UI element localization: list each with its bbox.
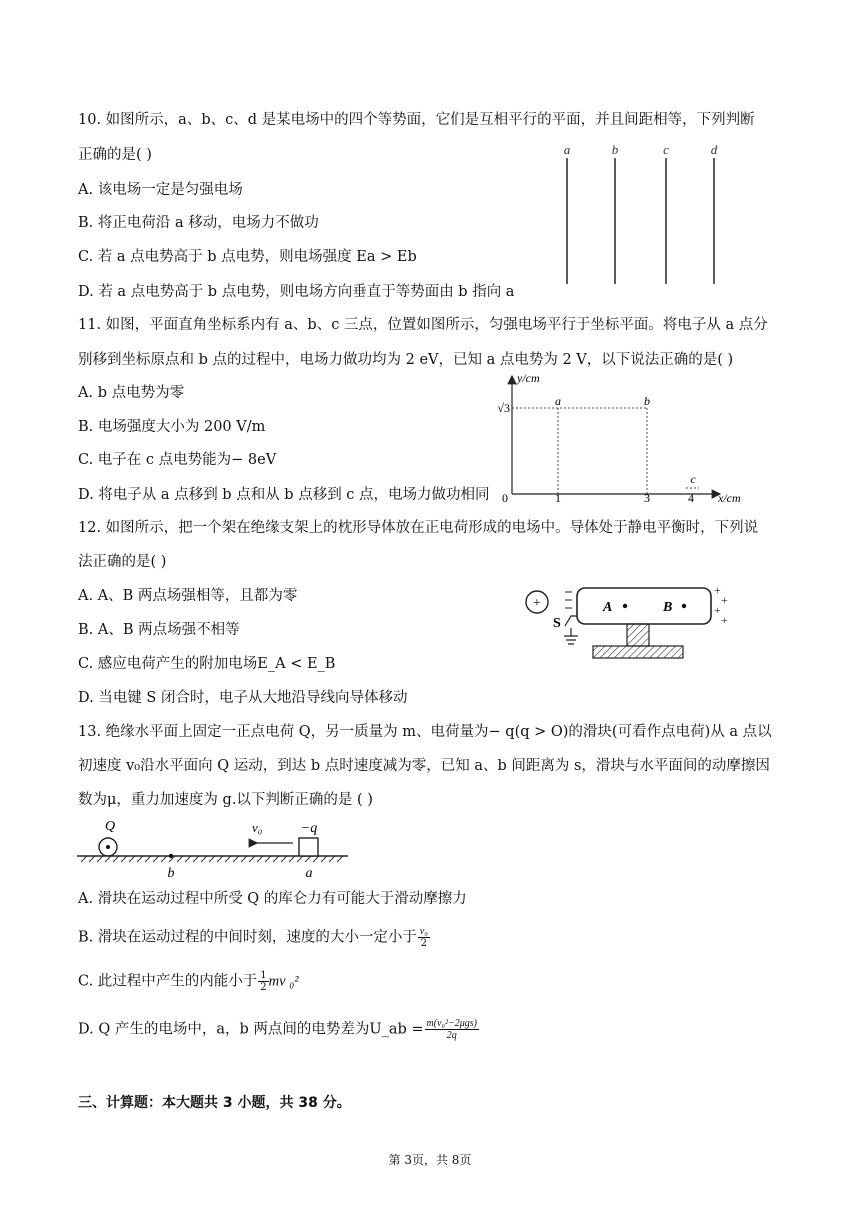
svg-text:+: + — [714, 603, 721, 617]
q10-option-d: D. 若 a 点电势高于 b 点电势，则电场方向垂直于等势面由 b 指向 a — [78, 284, 515, 300]
svg-text:+: + — [721, 613, 728, 627]
charge-Q-label: Q — [104, 819, 116, 834]
plane-a-label: a — [563, 142, 571, 157]
x-tick-1: 1 — [555, 491, 561, 505]
q11-option-c: C. 电子在 c 点电势能为− 8eV — [78, 452, 277, 468]
q13-option-c — [78, 970, 299, 993]
point-A-label: A — [603, 600, 613, 615]
pillow-conductor-figure — [515, 580, 740, 665]
q13-option-d — [78, 1018, 479, 1041]
q13-option-b-text: B. 滑块在运动过程的中间时刻，速度的大小一定小于 — [78, 929, 417, 946]
q13-option-b — [78, 926, 430, 949]
q13-b-numerator: v₀ — [419, 926, 428, 937]
q13-option-d-fraction — [425, 1018, 479, 1041]
q10-option-a: A. 该电场一定是匀强电场 — [78, 182, 243, 198]
insulating-stand — [627, 624, 649, 646]
q13-d-numerator: m(v₀²−2μgs) — [426, 1018, 477, 1029]
point-a-label: a — [555, 394, 561, 408]
q13-option-c-text: C. 此过程中产生的内能小于 — [78, 973, 258, 990]
q11-stem-line1: 11. 如图，平面直角坐标系内有 a、b、c 三点，位置如图所示，匀强电场平行于坐标平面。将电子从 a 点分 — [78, 317, 768, 333]
sliding-block — [299, 838, 318, 856]
q13-c-denominator: 2 — [260, 982, 267, 993]
point-c-label: c — [690, 472, 696, 486]
plane-d-label: d — [710, 142, 718, 157]
plane-c-label: c — [663, 142, 669, 157]
ground-symbol — [564, 616, 578, 644]
q13-stem-line2: 初速度 v₀沿水平面向 Q 运动，到达 b 点时速度减为零，已知 a、b 间距离为 s，滑块与水平面间的动摩擦因 — [78, 758, 770, 774]
equipotential-planes-figure — [555, 140, 735, 290]
svg-text:+: + — [714, 583, 721, 597]
q12-stem-line1: 12. 如图所示，把一个架在绝缘支架上的枕形导体放在正电荷形成的电场中。导体处于静电平衡时，下列说 — [78, 520, 759, 536]
q12-option-a: A. A、B 两点场强相等，且都为零 — [78, 588, 298, 604]
point-b-label: b — [644, 394, 650, 408]
x-tick-3: 3 — [644, 491, 650, 505]
q11-option-a: A. b 点电势为零 — [78, 385, 185, 401]
q13-option-a: A. 滑块在运动过程中所受 Q 的库仑力有可能大于滑动摩擦力 — [78, 891, 467, 907]
q10-option-b: B. 将正电荷沿 a 移动，电场力不做功 — [78, 215, 319, 231]
q13-b-denominator: 2 — [420, 938, 428, 949]
q13-option-c-suffix: mv ₀² — [268, 973, 299, 990]
velocity-label: v₀ — [252, 820, 263, 835]
positive-charge-sign: + — [533, 596, 541, 611]
origin-label: 0 — [502, 491, 508, 505]
q13-stem-line1: 13. 绝缘水平面上固定一正点电荷 Q，另一质量为 m、电荷量为− q(q > O)的滑块(可看作点电荷)从 a 点以 — [78, 724, 772, 740]
coordinate-figure — [485, 370, 755, 505]
x-tick-4: 4 — [688, 491, 694, 505]
q11-option-b: B. 电场强度大小为 200 V/m — [78, 419, 266, 435]
q11-option-d: D. 将电子从 a 点移到 b 点和从 b 点移到 c 点，电场力做功相同 — [78, 487, 490, 503]
x-axis-label: x/cm — [718, 491, 741, 505]
sliding-block-figure — [75, 812, 355, 882]
q12-option-c: C. 感应电荷产生的附加电场E_A < E_B — [78, 656, 336, 672]
charge-minus-q-label: −q — [300, 821, 318, 836]
point-a-label: a — [305, 866, 313, 881]
y-axis-label: y/cm — [517, 371, 540, 385]
section-3-heading: 三、计算题：本大题共 3 小题，共 38 分。 — [78, 1095, 351, 1111]
q10-stem-line1: 10. 如图所示，a、b、c、d 是某电场中的四个等势面，它们是互相平行的平面，并且间距相等，下列判断 — [78, 112, 755, 128]
q13-stem-line3: 数为μ，重力加速度为 g.以下判断正确的是 ( ) — [78, 792, 373, 808]
q10-option-c: C. 若 a 点电势高于 b 点电势，则电场强度 Ea > Eb — [78, 249, 417, 265]
q12-stem-line2: 法正确的是( ) — [78, 554, 167, 570]
q10-stem-line2: 正确的是( ) — [78, 147, 152, 163]
y-tick-sqrt3: √3 — [497, 401, 510, 415]
q12-option-d: D. 当电键 S 闭合时，电子从大地沿导线向导体移动 — [78, 690, 408, 706]
q11-stem-line2: 别移到坐标原点和 b 点的过程中，电场力做功均为 2 eV，已知 a 点电势为 2 V，以下说法正确的是( ) — [78, 352, 734, 368]
stand-base — [593, 646, 683, 658]
q13-option-d-text: D. Q 产生的电场中，a，b 两点间的电势差为U_ab = — [78, 1021, 424, 1038]
svg-text:+: + — [721, 593, 728, 607]
q13-c-numerator: 1 — [260, 970, 267, 981]
page-footer: 第 3页，共 8页 — [388, 1153, 472, 1167]
point-B-label: B — [663, 600, 673, 615]
switch-S-label: S — [553, 616, 561, 631]
q13-d-denominator: 2q — [446, 1030, 457, 1041]
q13-option-c-fraction — [258, 970, 268, 993]
q12-option-b: B. A、B 两点场强不相等 — [78, 622, 240, 638]
conductor-body — [577, 588, 711, 624]
point-b-label: b — [167, 866, 175, 881]
q13-option-b-fraction — [418, 926, 430, 949]
plane-b-label: b — [611, 142, 619, 157]
